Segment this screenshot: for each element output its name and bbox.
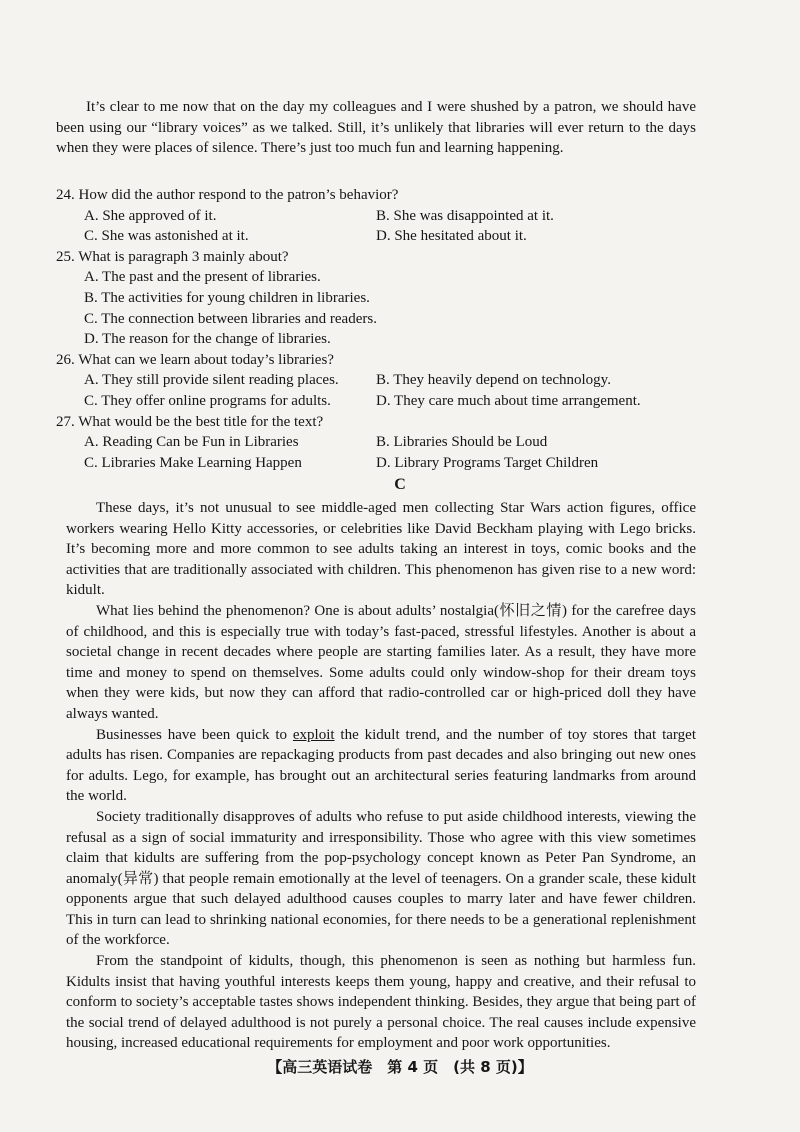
option-a[interactable]: A. The past and the present of libraries. xyxy=(84,269,321,286)
question-25 xyxy=(56,247,696,350)
questions-block xyxy=(56,185,696,473)
option-d[interactable]: D. They care much about time arrangement. xyxy=(376,392,641,409)
options-row xyxy=(56,432,696,453)
paragraph-text: the kidult trend, and the number of toy stores that target adults has risen. Companies are repackaging products from past decades and also bringing out new ones for adults. Lego, for example, has brought out an architectural series featuring landmarks from around the world. xyxy=(66,726,696,805)
options-row xyxy=(56,206,696,227)
option-d[interactable]: D. She hesitated about it. xyxy=(376,228,527,245)
section-heading: C xyxy=(394,476,406,493)
question-26 xyxy=(56,350,696,412)
option-b[interactable]: B. Libraries Should be Loud xyxy=(376,434,548,451)
passage-b-closing xyxy=(56,97,696,159)
paragraph-text: Businesses have been quick to xyxy=(96,726,293,743)
page-footer: 【高三英语试卷 第 4 页 (共 8 页)】 xyxy=(267,1058,533,1076)
option-b[interactable]: B. They heavily depend on technology. xyxy=(376,372,611,389)
options-row xyxy=(56,453,696,474)
option-c[interactable]: C. The connection between libraries and readers. xyxy=(84,310,377,327)
option-b[interactable]: B. She was disappointed at it. xyxy=(376,207,554,224)
question-stem: 27. What would be the best title for the text? xyxy=(56,413,324,430)
option-c[interactable]: C. Libraries Make Learning Happen xyxy=(84,454,302,471)
underlined-word: exploit xyxy=(292,726,335,743)
passage-paragraph-5: From the standpoint of kidults, though, this phenomenon is seen as nothing but harmless fun. Kidults insist that having youthful interests keeps them young, happy and creative, and their refusal to conform to society’s acceptable tastes shows independent thinking. Besides, they argue that being part of the social trend of delayed adulthood is not purely a personal choice. The real causes include expensive housing, increased educational requirements for employment and poor work opportunities. xyxy=(66,953,696,1052)
option-c[interactable]: C. She was astonished at it. xyxy=(84,228,249,245)
question-24 xyxy=(56,185,696,247)
passage-paragraph-2: What lies behind the phenomenon? One is about adults’ nostalgia(怀旧之情) for the carefree days of childhood, and this is especially true with today’s fast-paced, stressful lifestyles. Another is about a societal change in recent decades where people are starting families later. As a result, they have more time and money to spend on themselves. Some adults could only window-shop for their dream toys when they were kids, but now they can afford that radio-controlled car or high-priced doll they have always wanted. xyxy=(66,602,696,722)
options-row xyxy=(56,370,696,391)
passage-c xyxy=(66,498,696,1054)
option-a[interactable]: A. Reading Can be Fun in Libraries xyxy=(84,434,299,451)
option-a[interactable]: A. They still provide silent reading places. xyxy=(84,372,339,389)
question-stem: 25. What is paragraph 3 mainly about? xyxy=(56,248,289,265)
passage-paragraph-1: These days, it’s not unusual to see middle-aged men collecting Star Wars action figures, office workers wearing Hello Kitty accessories, or celebrities like David Beckham playing with Lego bricks. It’s becoming more and more common to see adults taking an interest in toys, comic books and the activities that are traditionally associated with children. This phenomenon has given rise to a new word: kidult. xyxy=(66,500,696,599)
passage-paragraph-3 xyxy=(66,725,696,807)
question-27 xyxy=(56,412,696,474)
question-stem: 24. How did the author respond to the patron’s behavior? xyxy=(56,187,399,203)
option-b[interactable]: B. The activities for young children in libraries. xyxy=(84,289,370,306)
question-stem: 26. What can we learn about today’s libraries? xyxy=(56,351,334,368)
intro-paragraph: It’s clear to me now that on the day my colleagues and I were shushed by a patron, we should have been using our “library voices” as we talked. Still, it’s unlikely that libraries will ever return to the days when they were places of silence. There’s just too much fun and learning happening. xyxy=(56,99,696,157)
option-c[interactable]: C. They offer online programs for adults. xyxy=(84,392,331,409)
option-a[interactable]: A. She approved of it. xyxy=(84,207,217,224)
options-row xyxy=(56,391,696,412)
passage-paragraph-4: Society traditionally disapproves of adults who refuse to put aside childhood interests, viewing the refusal as a sign of social immaturity and irresponsibility. Those who agree with this view sometimes claim that kidults are suffering from the pop-psychology concept known as Peter Pan Syndrome, an anomaly(异常) that people remain emotionally at the level of teenagers. On a grander scale, these kidult opponents argue that such delayed adulthood causes couples to marry later and have fewer children. This in turn can lead to shrinking national economies, for there needs to be a generational replenishment of the workforce. xyxy=(66,808,696,949)
option-d[interactable]: D. The reason for the change of libraries. xyxy=(84,331,331,348)
options-row xyxy=(56,226,696,247)
option-d[interactable]: D. Library Programs Target Children xyxy=(376,454,599,471)
